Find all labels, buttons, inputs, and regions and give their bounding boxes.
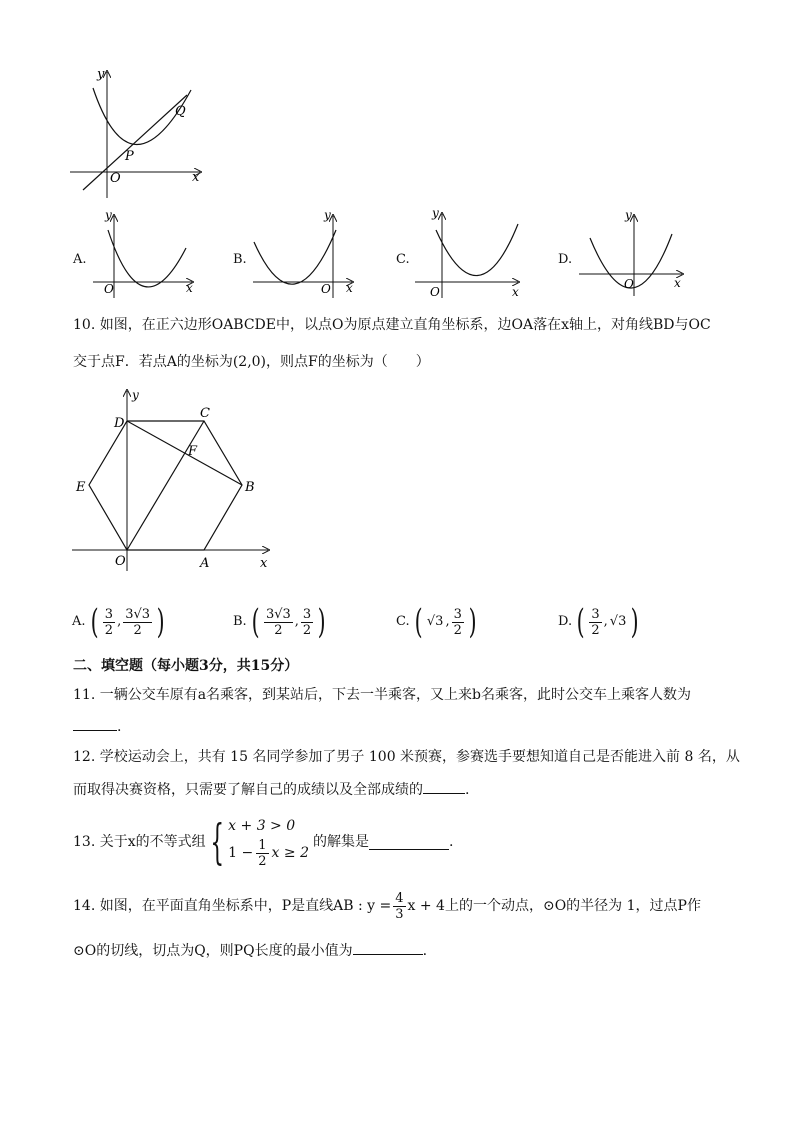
svg-text:x: x bbox=[186, 281, 193, 295]
svg-text:O: O bbox=[430, 285, 440, 299]
q10-option-b[interactable]: B. ( $\frac{3√3}{2}$ , $\frac{3}{2}$ ) bbox=[233, 602, 326, 642]
q9-option-d-label[interactable]: D. bbox=[558, 252, 573, 267]
q14-answer-blank[interactable] bbox=[353, 940, 423, 955]
svg-text:y: y bbox=[105, 208, 112, 222]
q12-line1: 12. 学校运动会上，共有 15 名同学参加了男子 100 米预赛，参赛选手要想知道自己是否能进入前 8 名，从 bbox=[73, 749, 740, 765]
q14-line2: ⊙O的切线，切点为Q，则PQ长度的最小值为 . bbox=[73, 940, 427, 961]
svg-text:x: x bbox=[260, 556, 268, 571]
svg-text:F: F bbox=[188, 444, 198, 459]
q10-option-d[interactable]: D. ( $\frac{3}{2}$ , √3 ) bbox=[558, 602, 639, 642]
svg-text:y: y bbox=[432, 206, 439, 220]
q13: 13. 关于x的不等式组 { x + 3 > 0 1 − $\frac{1}{2}$ x ≥ 2 的解集是 . bbox=[73, 814, 454, 870]
svg-text:D: D bbox=[114, 416, 125, 431]
svg-text:x: x bbox=[674, 276, 681, 290]
svg-text:x: x bbox=[512, 285, 519, 299]
svg-text:C: C bbox=[200, 406, 210, 421]
svg-text:O: O bbox=[624, 277, 634, 291]
svg-text:x: x bbox=[346, 281, 353, 295]
q11-line1: 11. 一辆公交车原有a名乘客，到某站后，下去一半乘客，又上来b名乘客，此时公交车上乘客人数为 bbox=[73, 687, 692, 703]
q9-option-a-label[interactable]: A. bbox=[73, 252, 87, 267]
p-label: P bbox=[125, 149, 134, 164]
q9-option-b-figure[interactable] bbox=[250, 208, 360, 300]
svg-text:E: E bbox=[76, 480, 86, 495]
q11-answer-blank[interactable] bbox=[73, 716, 117, 731]
q9-option-d-figure[interactable] bbox=[576, 208, 688, 298]
q13-answer-blank[interactable] bbox=[369, 835, 449, 850]
q10-line1: 10. 如图，在正六边形OABCDE中，以点O为原点建立直角坐标系，边OA落在x轴上，对角线BD与OC bbox=[73, 317, 711, 333]
q11-line2: . bbox=[73, 716, 121, 737]
q9-option-c-figure[interactable] bbox=[412, 206, 524, 300]
y-label: y bbox=[97, 67, 105, 82]
diagonal-oc bbox=[127, 421, 204, 550]
svg-text:B: B bbox=[245, 480, 255, 495]
svg-text:O: O bbox=[104, 282, 114, 296]
q9-option-b-label[interactable]: B. bbox=[233, 252, 247, 267]
q13-ineq1: x + 3 > 0 bbox=[228, 817, 296, 834]
x-label: x bbox=[192, 170, 200, 185]
q9-option-a-figure[interactable] bbox=[90, 208, 200, 300]
svg-text:O: O bbox=[115, 554, 126, 569]
svg-text:y: y bbox=[625, 208, 632, 222]
q12-answer-blank[interactable] bbox=[423, 779, 465, 794]
svg-text:y: y bbox=[132, 388, 139, 402]
q-label: Q bbox=[175, 104, 186, 119]
q10-option-c[interactable]: C. ( √3 , $\frac{3}{2}$ ) bbox=[396, 602, 477, 642]
svg-text:O: O bbox=[321, 282, 331, 296]
q9-main-figure bbox=[65, 60, 215, 200]
q10-option-a[interactable]: A. ( $\frac{3}{2}$ , $\frac{3√3}{2}$ ) bbox=[72, 602, 165, 642]
origin-label: O bbox=[110, 171, 121, 186]
q14-line1: 14. 如图，在平面直角坐标系中，P是直线AB : y = $\frac{4}{3}$ x + 4上的一个动点，⊙O的半径为 1，过点P作 bbox=[73, 890, 701, 922]
line-y-x bbox=[83, 95, 187, 190]
section-title: 二、填空题（每小题3分，共15分） bbox=[73, 658, 299, 674]
svg-text:A: A bbox=[200, 556, 210, 571]
svg-text:y: y bbox=[324, 208, 331, 222]
q10-line2: 交于点F．若点A的坐标为(2,0)，则点F的坐标为（ ） bbox=[73, 354, 430, 370]
hexagon-figure bbox=[70, 385, 275, 575]
q12-line2: 而取得决赛资格，只需要了解自己的成绩以及全部成绩的 . bbox=[73, 779, 469, 800]
q9-option-c-label[interactable]: C. bbox=[396, 252, 410, 267]
